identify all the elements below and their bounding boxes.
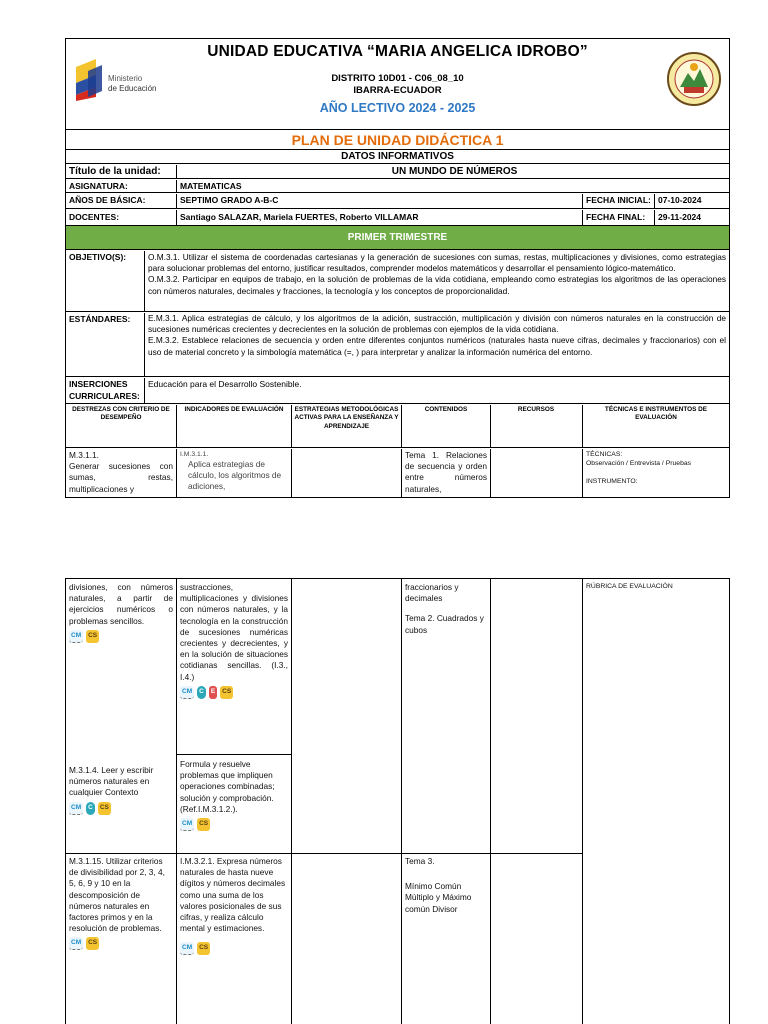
cs-icon: CS [197, 942, 210, 955]
objective-2: O.M.3.2. Participar en equipos de trabajo, en la solución de problemas de la vida cotidiana, empleando como estrategias los algoritmos de las operaciones con números naturales, decimales y fracciones, la tecnología y los conceptos de proporcionalidad. [148, 274, 726, 296]
standards-text [145, 313, 729, 376]
unit-title-row [66, 165, 729, 179]
th-contents: CONTENIDOS [424, 406, 468, 413]
skill-2-icons [69, 802, 173, 815]
start-date-label: FECHA INICIAL: [586, 195, 651, 205]
standard-1: E.M.3.1. Aplica estrategias de cálculo, y los algoritmos de la adición, sustracción, multiplicación y división con números naturales en la construcción de sucesiones numéricas crecientes y decrecientes en la solución de problemas con ejemplos de la vida cotidiana. [148, 313, 726, 335]
indicator-2-icons [180, 818, 288, 831]
teachers-label: DOCENTES: [69, 212, 120, 222]
grade-row [66, 194, 729, 209]
teachers-value: Santiago SALAZAR, Mariela FUERTES, Roberto VILLAMAR [180, 212, 419, 222]
rubric-label: RÚBRICA DE EVALUACIÓN [586, 583, 673, 590]
teachers-row [66, 210, 729, 226]
skill-cell-2: M.3.1.4. Leer y escribir números naturales en cualquier Contexto CM C CS [69, 765, 173, 815]
unit-value: UN MUNDO DE NÚMEROS [391, 166, 518, 177]
e-icon: E [209, 686, 217, 699]
indicator-cell-1-cont: sustracciones, multiplicaciones y divisiones con números naturales, y la tecnología en la construcción de sucesiones numéricas crecientes y decrecientes, y en la solución de situaciones cotidianas sencillas. (I.3., I.4.) CM C E CS [180, 582, 288, 699]
content-cell-3: Tema 3. Mínimo Común Múltiplo y Máximo común Divisor [405, 856, 472, 914]
cm-icon: CM [180, 686, 194, 699]
insertions-label: INSERCIONES CURRICULARES: [69, 379, 140, 401]
c-icon: C [197, 686, 206, 699]
subject-label: ASIGNATURA: [69, 181, 128, 191]
skill-1-icons [69, 630, 173, 643]
school-seal [666, 51, 722, 107]
th-resources: RECURSOS [517, 406, 555, 413]
indicator-3-icons [180, 942, 288, 955]
trimester-banner: PRIMER TRIMESTRE [66, 226, 729, 250]
indicator-cell-3: I.M.3.2.1. Expresa números naturales de hasta nueve dígitos y números decimales como una suma de los valores posicionales de sus cifras, y realiza cálculo mental y estimaciones. CM CS [180, 856, 288, 955]
table-row-1 [66, 449, 729, 498]
city: IBARRA-ECUADOR [353, 84, 442, 96]
grade-label: AÑOS DE BÁSICA: [69, 195, 146, 205]
plan-title: PLAN DE UNIDAD DIDÁCTICA 1 [66, 130, 729, 150]
subject-value: MATEMATICAS [180, 181, 242, 191]
standard-2: E.M.3.2. Establece relaciones de secuencia y orden entre diferentes conjuntos numéricos (naturales hasta nueve cifras, decimales y fraccionarios) con el uso de material concreto y la simbología matemática (=, ) para interpretar y analizar la información numérica del entorno. [148, 335, 726, 357]
end-date-value: 29-11-2024 [658, 212, 702, 222]
cs-icon: CS [220, 686, 233, 699]
district-code: DISTRITO 10D01 - C06_08_10 [331, 73, 464, 84]
cm-icon: CM [180, 942, 194, 955]
insertions-value: Educación para el Desarrollo Sostenible. [148, 379, 302, 389]
table-continuation [66, 579, 729, 1024]
indicator-cell-1: I.M.3.1.1. Aplica estrategias de cálculo, los algoritmos de adiciones, [180, 451, 282, 492]
document-header [66, 39, 729, 130]
skill-cell-1-cont: divisiones, con números naturales, a partir de ejercicios numéricos o problemas sencillos. CM CS [69, 582, 173, 643]
th-strategies: ESTRATEGIAS METODOLÓGICAS ACTIVAS PARA LA ENSEÑANZA Y APRENDIZAJE [294, 406, 399, 430]
indicator-cell-2: Formula y resuelve problemas que impliquen operaciones combinadas; solución y comprobación. (Ref.I.M.3.1.2.). CM CS [180, 759, 288, 831]
cm-icon: CM [69, 937, 83, 950]
standards-label: ESTÁNDARES: [69, 314, 131, 324]
cm-icon: CM [69, 802, 83, 815]
objectives-label: OBJETIVO(S): [69, 252, 127, 262]
cs-icon: CS [86, 630, 99, 643]
grade-value: SEPTIMO GRADO A-B-C [180, 195, 279, 205]
start-date-value: 07-10-2024 [658, 195, 702, 205]
objectives-row [66, 251, 729, 312]
techniques-cell-1: TÉCNICAS: Observación / Entrevista / Pruebas INSTRUMENTO: [586, 451, 692, 485]
c-icon: C [86, 802, 95, 815]
unit-label: Título de la unidad: [69, 166, 161, 177]
skill-cell-1: M.3.1.1. Generar sucesiones con sumas, restas, multiplicaciones y [69, 450, 173, 494]
skill-cell-3: M.3.1.15. Utilizar criterios de divisibilidad por 2, 3, 4, 5, 6, 9 y 10 en la descomposición de números naturales en factores primos y en la resolución de problemas. CM CS [69, 856, 173, 950]
cm-icon: CM [69, 630, 83, 643]
district-info [66, 73, 729, 96]
skill-3-icons [69, 937, 173, 950]
svg-text:de Educación: de Educación [108, 84, 157, 93]
table-header-row [66, 405, 729, 448]
school-year: AÑO LECTIVO 2024 - 2025 [319, 101, 476, 115]
end-date-label: FECHA FINAL: [586, 212, 646, 222]
section-title: DATOS INFORMATIVOS [66, 150, 729, 164]
cm-icon: CM [180, 818, 194, 831]
th-techniques: TÉCNICAS E INSTRUMENTOS DE EVALUACIÓN [604, 406, 708, 422]
subject-row [66, 180, 729, 193]
svg-text:Ministerio: Ministerio [108, 74, 143, 83]
th-skills: DESTREZAS CON CRITERIO DE DESEMPEÑO [72, 406, 170, 422]
page-2 [65, 578, 730, 1024]
content-cell-1: Tema 1. Relaciones de secuencia y orden entre números naturales, [405, 450, 487, 494]
indicator-1-icons [180, 686, 288, 699]
insertions-row [66, 378, 729, 404]
cs-icon: CS [98, 802, 111, 815]
th-indicators: INDICADORES DE EVALUACIÓN [184, 406, 284, 413]
objective-1: O.M.3.1. Utilizar el sistema de coordenadas cartesianas y la generación de sucesiones con sumas, restas, multiplicaciones y divisiones, como estrategias para solucionar problemas del entorno, justificar resultados, comprender modelos matemáticos y desarrollar el pensamiento lógico-matemático. [148, 252, 726, 274]
cs-icon: CS [86, 937, 99, 950]
content-cell-1-cont: fraccionarios y decimales Tema 2. Cuadrados y cubos [405, 582, 484, 635]
standards-row [66, 313, 729, 377]
page-1 [65, 38, 730, 498]
objectives-text [145, 251, 729, 311]
school-name: UNIDAD EDUCATIVA “MARIA ANGELICA IDROBO” [207, 43, 588, 60]
cs-icon: CS [197, 818, 210, 831]
